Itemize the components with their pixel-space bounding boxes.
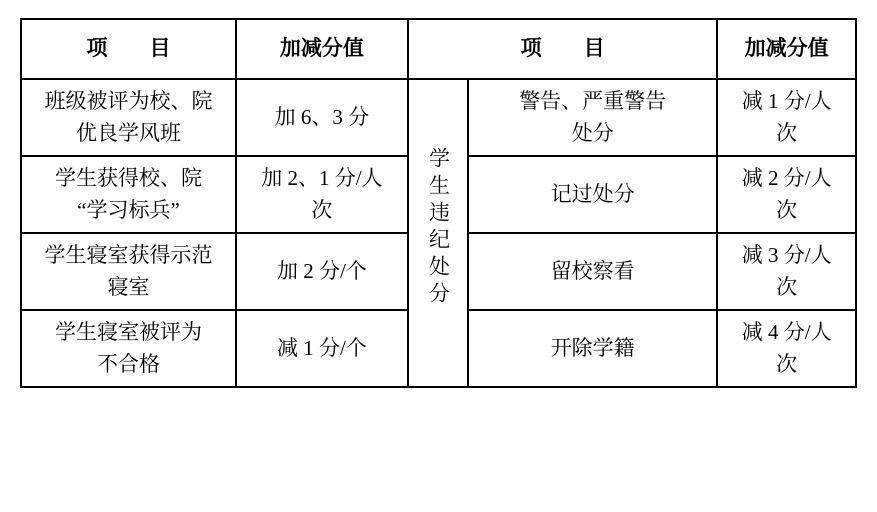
header-item-right: 项 目 xyxy=(408,19,717,79)
table-header-row xyxy=(21,19,856,79)
header-item-left: 项 目 xyxy=(21,19,236,79)
right-group-label-text: 学生违纪处分 xyxy=(426,147,451,310)
left-score-2 xyxy=(236,156,408,233)
right-score-2 xyxy=(717,156,856,233)
right-item-3 xyxy=(468,233,717,310)
left-item-4-line1: 学生寝室被评为 xyxy=(54,320,202,344)
left-score-2-line2: 次 xyxy=(311,197,333,222)
right-score-1-line2: 次 xyxy=(776,120,798,145)
right-item-4 xyxy=(468,310,717,387)
right-item-4-line1: 开除学籍 xyxy=(550,335,635,360)
score-adjustment-table xyxy=(20,18,857,388)
right-score-4-line1: 减 4 分/人 xyxy=(741,320,832,344)
right-item-1 xyxy=(468,79,717,156)
left-item-1-line2: 优良学风班 xyxy=(75,120,181,145)
right-score-4-line2: 次 xyxy=(776,351,798,376)
right-group-label xyxy=(408,79,468,387)
left-score-1-line1: 加 6、3 分 xyxy=(274,104,370,129)
right-score-1-line1: 减 1 分/人 xyxy=(741,89,832,113)
left-score-3-line1: 加 2 分/个 xyxy=(276,258,367,283)
right-item-2 xyxy=(468,156,717,233)
right-item-2-line1: 记过处分 xyxy=(550,181,635,206)
right-score-2-line1: 减 2 分/人 xyxy=(741,166,832,190)
left-item-4-line2: 不合格 xyxy=(96,351,160,376)
right-score-3 xyxy=(717,233,856,310)
left-item-2-line2: “学习标兵” xyxy=(77,197,180,222)
right-item-1-line1: 警告、严重警告 xyxy=(519,89,667,113)
left-score-4-line1: 减 1 分/个 xyxy=(276,335,367,360)
left-item-3-line1: 学生寝室获得示范 xyxy=(44,243,213,267)
right-score-1 xyxy=(717,79,856,156)
left-item-1 xyxy=(21,79,236,156)
left-item-3-line2: 寝室 xyxy=(107,274,150,299)
right-score-3-line2: 次 xyxy=(776,274,798,299)
left-item-2-line1: 学生获得校、院 xyxy=(54,166,202,190)
right-item-3-line1: 留校察看 xyxy=(550,258,635,283)
left-item-4 xyxy=(21,310,236,387)
left-score-2-line1: 加 2、1 分/人 xyxy=(261,166,383,190)
left-item-1-line1: 班级被评为校、院 xyxy=(44,89,213,113)
right-item-1-line2: 处分 xyxy=(571,120,614,145)
header-score-right: 加减分值 xyxy=(717,19,856,79)
left-item-2 xyxy=(21,156,236,233)
left-score-4 xyxy=(236,310,408,387)
header-score-left: 加减分值 xyxy=(236,19,408,79)
right-score-4 xyxy=(717,310,856,387)
table-row xyxy=(21,79,856,156)
left-score-3 xyxy=(236,233,408,310)
right-score-3-line1: 减 3 分/人 xyxy=(741,243,832,267)
left-item-3 xyxy=(21,233,236,310)
right-score-2-line2: 次 xyxy=(776,197,798,222)
left-score-1 xyxy=(236,79,408,156)
